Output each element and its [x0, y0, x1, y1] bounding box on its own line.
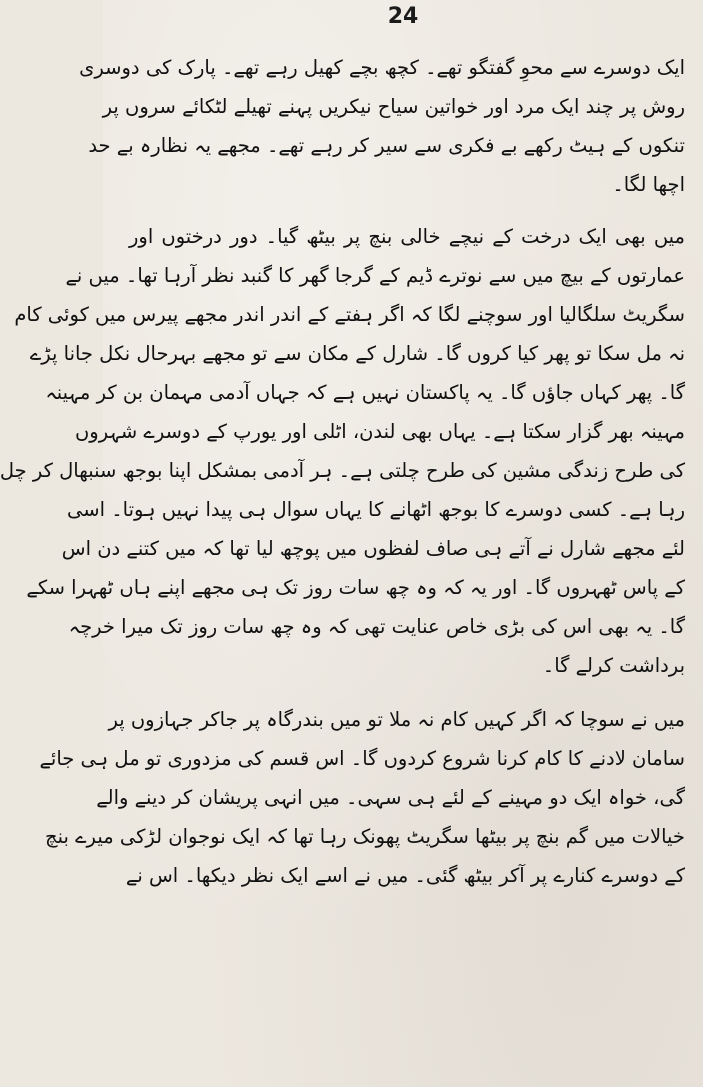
page-text	[0, 48, 685, 895]
paragraph-spacer	[129, 685, 685, 700]
text-line: کے پاس ٹھہروں گا۔ اور یہ کہ وہ چھ سات روز تک ہی مجھے اپنے ہاں ٹھہرا سکے	[26, 576, 685, 599]
text-line: میں بھی ایک درخت کے نیچے خالی بنچ پر بیٹھ گیا۔ دور درختوں اور	[129, 225, 685, 248]
text-line: مہینہ بھر گزار سکتا ہے۔ یہاں بھی لندن، اٹلی اور یورپ کے دوسرے شہروں	[74, 420, 685, 443]
page-number: 24	[387, 4, 419, 29]
text-line: برداشت کرلے گا۔	[542, 654, 685, 677]
text-line: عمارتوں کے بیچ میں سے نوترے ڈیم کے گرجا گھر کا گنبد نظر آرہا تھا۔ میں نے	[65, 264, 685, 287]
paragraph-1	[79, 48, 685, 204]
text-line: سامان لادنے کا کام کرنا شروع کردوں گا۔ اس قسم کی مزدوری تو مل ہی جائے	[39, 747, 685, 770]
text-line: تنکوں کے ہیٹ رکھے بے فکری سے سیر کر رہے تھے۔ مجھے یہ نظارہ بے حد	[88, 134, 685, 157]
text-line: لئے مجھے شارل نے آتے ہی صاف لفظوں میں پوچھ لیا تھا کہ میں کتنے دن اس	[61, 537, 685, 560]
text-line: ایک دوسرے سے محوِ گفتگو تھے۔ کچھ بچے کھیل رہے تھے۔ پارک کی دوسری	[79, 56, 685, 79]
paragraph-3	[39, 700, 685, 895]
text-line: میں نے سوچا کہ اگر کہیں کام نہ ملا تو میں بندرگاہ پر جاکر جہازوں پر	[108, 708, 685, 731]
paragraph-2	[0, 217, 685, 685]
text-line: اچھا لگا۔	[612, 173, 685, 196]
paragraph-spacer	[129, 204, 685, 217]
text-line: رہا ہے۔ کسی دوسرے کا بوجھ اٹھانے کا یہاں سوال ہی پیدا نہیں ہوتا۔ اسی	[67, 498, 685, 521]
text-line: روش پر چند ایک مرد اور خواتین سیاح نیکریں پہنے تھیلے لٹکائے سروں پر	[102, 95, 685, 118]
text-line: خیالات میں گم بنچ پر بیٹھا سگریٹ پھونک رہا تھا کہ ایک نوجوان لڑکی میرے بنچ	[45, 825, 685, 848]
text-line: سگریٹ سلگالیا اور سوچنے لگا کہ اگر ہفتے کے اندر اندر مجھے پیرس میں کوئی کام	[14, 303, 685, 326]
text-line: گا۔ یہ بھی اس کی بڑی خاص عنایت تھی کہ وہ چھ سات روز تک میرا خرچہ	[68, 615, 685, 638]
text-line: نہ مل سکا تو پھر کیا کروں گا۔ شارل کے مکان سے تو مجھے بہرحال نکل جانا پڑے	[29, 342, 685, 365]
text-line: کے دوسرے کنارے پر آکر بیٹھ گئی۔ میں نے اسے ایک نظر دیکھا۔ اس نے	[125, 864, 685, 887]
text-line: کی طرح زندگی مشین کی طرح چلتی ہے۔ ہر آدمی بمشکل اپنا بوجھ سنبھال کر چل	[0, 459, 685, 482]
text-line: گا۔ پھر کہاں جاؤں گا۔ یہ پاکستان نہیں ہے کہ جہاں آدمی مہمان بن کر مہینہ	[45, 381, 685, 404]
text-line: گی، خواہ ایک دو مہینے کے لئے ہی سہی۔ میں انہی پریشان کر دینے والے	[96, 786, 685, 809]
